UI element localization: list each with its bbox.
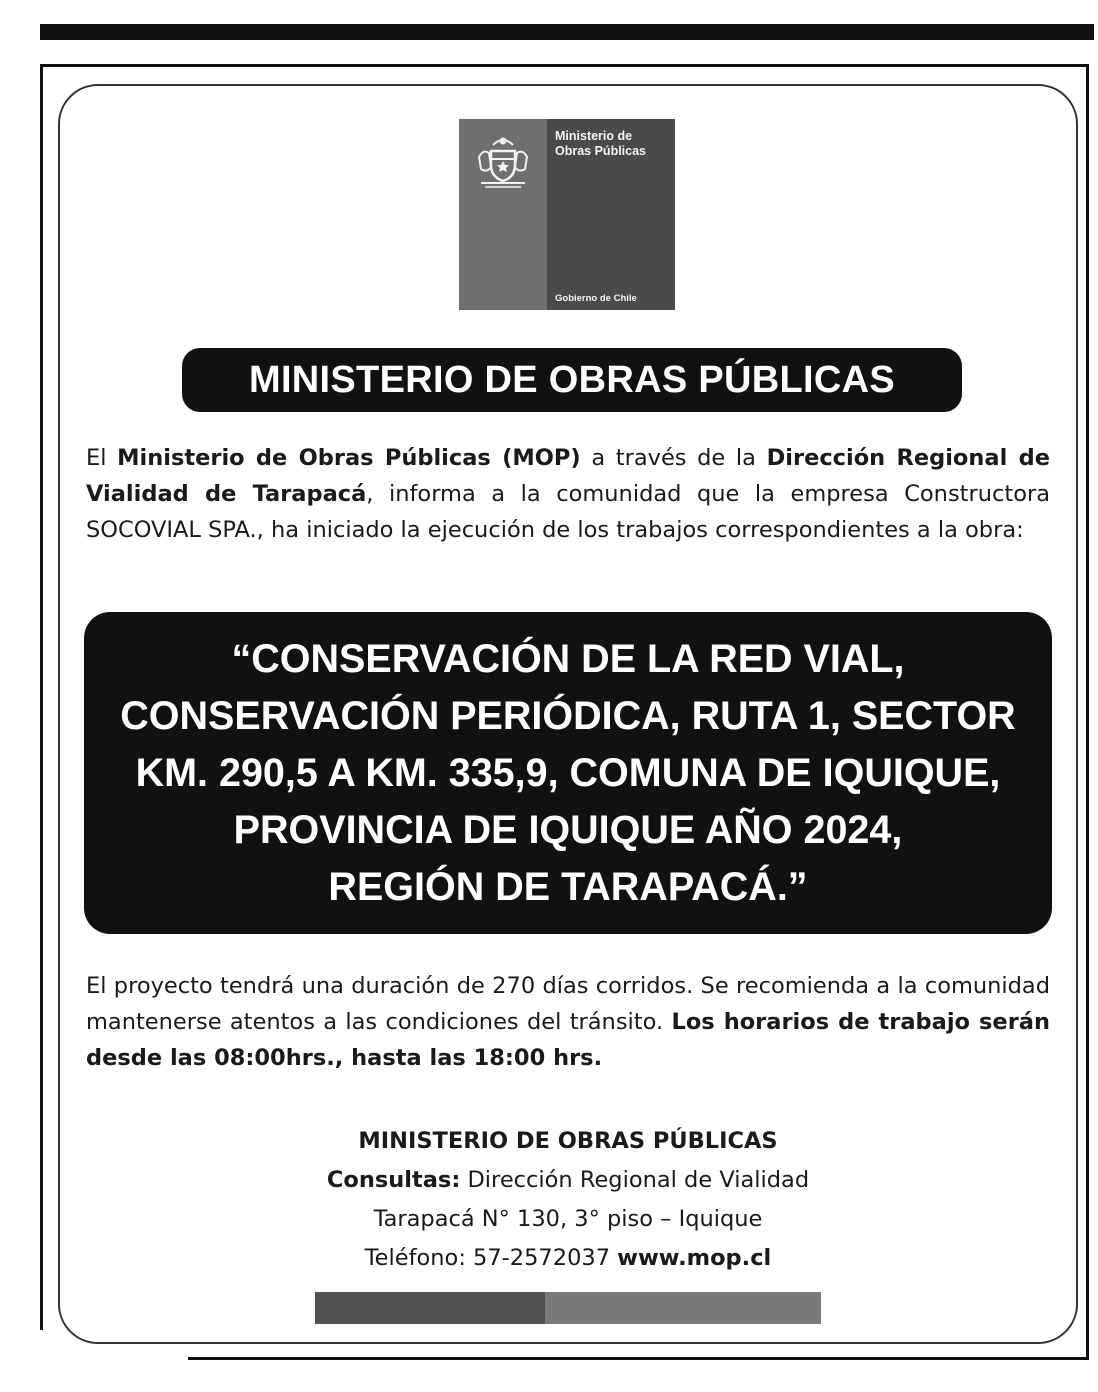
footer-ministry: MINISTERIO DE OBRAS PÚBLICAS <box>358 1128 778 1154</box>
duration-text: El proyecto tendrá una duración de 270 días corridos. Se recomienda a la comunidad mantenerse atentos a las condiciones del tránsito. <box>86 973 1050 1035</box>
footer-consultas-value: Dirección Regional de Vialidad <box>460 1167 810 1193</box>
footer-consultas <box>180 1161 956 1200</box>
project-line-5: REGIÓN DE TARAPACÁ.” <box>328 864 808 909</box>
bottom-bar-dark-segment <box>315 1292 545 1324</box>
logo-text-panel <box>547 119 675 310</box>
mop-logo <box>459 119 675 310</box>
intro-bold-2: Dirección Regional de Vialidad de Tarapacá <box>86 445 1050 507</box>
bottom-bar-light-segment <box>545 1292 821 1324</box>
duration-paragraph <box>86 968 1050 1076</box>
project-line-1: “CONSERVACIÓN DE LA RED VIAL, <box>231 636 905 681</box>
logo-emblem-panel <box>459 119 547 310</box>
intro-bold-1: Ministerio de Obras Públicas (MOP) <box>117 445 581 471</box>
footer-address: Tarapacá N° 130, 3° piso – Iquique <box>373 1206 763 1232</box>
logo-ministry-line2: Obras Públicas <box>555 144 647 158</box>
bottom-color-bar <box>315 1292 821 1324</box>
project-title-box <box>84 612 1052 934</box>
footer-website-link[interactable]: www.mop.cl <box>617 1245 772 1271</box>
top-rule <box>40 24 1094 40</box>
footer-consultas-label: Consultas: <box>326 1167 461 1193</box>
chile-coat-of-arms-icon <box>471 131 535 195</box>
duration-hours: Los horarios de trabajo serán desde las 08:00hrs., hasta las 18:00 hrs. <box>86 1009 1050 1071</box>
project-line-3: KM. 290,5 A KM. 335,9, COMUNA DE IQUIQUE, <box>135 750 1001 795</box>
page-title: MINISTERIO DE OBRAS PÚBLICAS <box>182 348 962 412</box>
logo-ministry-line1: Ministerio de <box>555 129 633 143</box>
intro-text-1: El <box>86 445 118 471</box>
project-line-2: CONSERVACIÓN PERIÓDICA, RUTA 1, SECTOR <box>120 693 1016 738</box>
project-line-4: PROVINCIA DE IQUIQUE AÑO 2024, <box>233 807 903 852</box>
footer-phone: Teléfono: 57-2572037 <box>364 1245 618 1271</box>
logo-government-text: Gobierno de Chile <box>555 293 637 304</box>
intro-paragraph <box>86 440 1050 548</box>
intro-text-3: , informa a la comunidad que la empresa Constructora SOCOVIAL SPA., ha iniciado la ejecución de los trabajos correspondientes a la obra: <box>86 481 1050 543</box>
footer-phone-line <box>180 1239 956 1278</box>
logo-ministry-text <box>555 129 646 159</box>
contact-footer <box>180 1122 956 1278</box>
intro-text-2: a través de la <box>580 445 767 471</box>
